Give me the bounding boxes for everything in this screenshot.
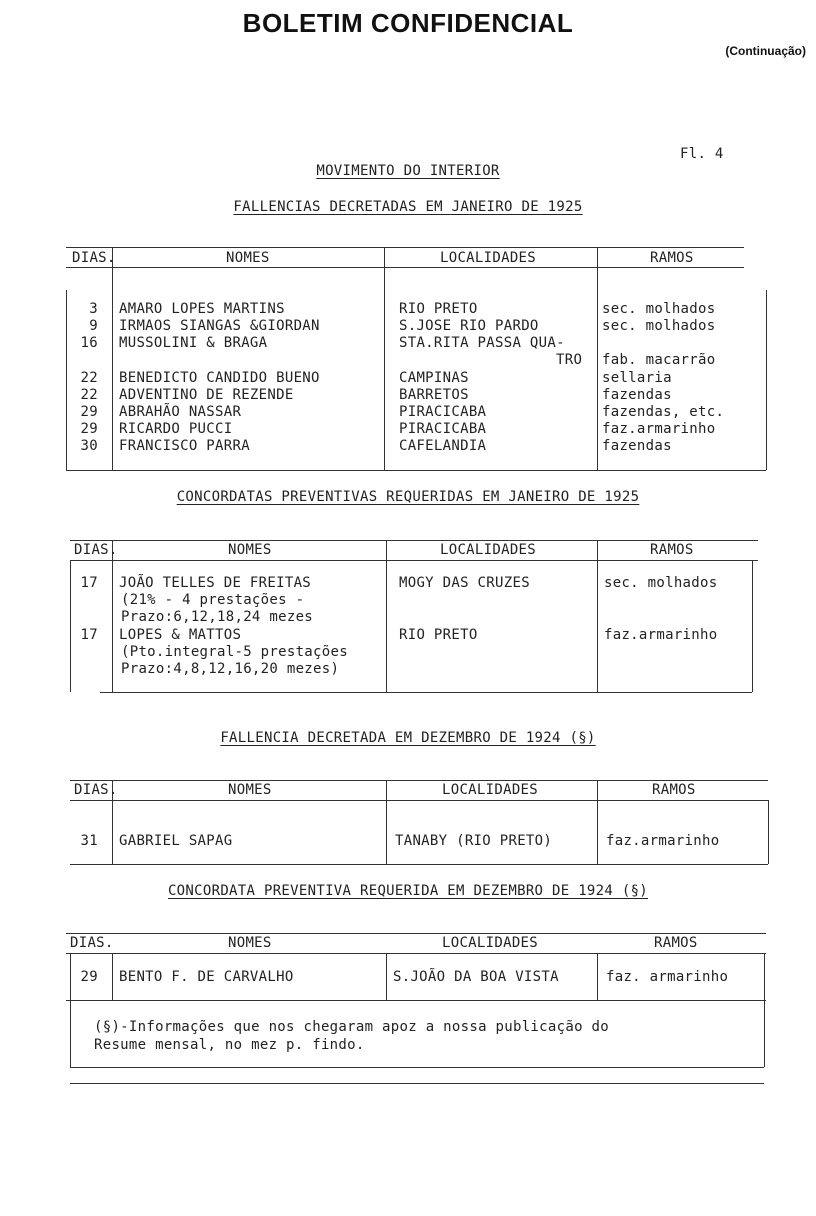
row-nome: JOÃO TELLES DE FREITAS (119, 575, 312, 591)
row-dia: 22 (80, 387, 98, 403)
row-localidade: PIRACICABA (399, 404, 487, 420)
table-2-col-rule (597, 541, 598, 692)
row-nome: ABRAHÃO NASSAR (119, 404, 242, 420)
table-2-right-rule (752, 561, 753, 692)
row-dia: 3 (89, 301, 98, 317)
row-dia: 29 (80, 421, 98, 437)
table-3-top-rule (70, 780, 768, 781)
col-header-nomes: NOMES (228, 935, 272, 951)
table-1-bottom-rule (66, 470, 766, 471)
row-ramo: sec. molhados (604, 575, 718, 591)
row-nome: BENEDICTO CANDIDO BUENO (119, 370, 320, 386)
row-dia: 29 (80, 969, 98, 985)
row-dia: 16 (80, 335, 98, 351)
row-ramo: faz.armarinho (604, 627, 718, 643)
row-nome-detail: Prazo:6,12,18,24 mezes (121, 609, 314, 625)
row-dia: 9 (89, 318, 98, 334)
table-2-col-rule (112, 541, 113, 692)
col-header-localidades: LOCALIDADES (440, 542, 537, 558)
row-localidade: CAMPINAS (399, 370, 469, 386)
table-4-top-rule (66, 933, 766, 934)
row-dia: 17 (80, 627, 98, 643)
row-ramo: sellaria (602, 370, 672, 386)
col-header-nomes: NOMES (226, 250, 270, 266)
row-nome-detail: (Pto.integral-5 prestações (121, 644, 348, 660)
row-dia: 31 (80, 833, 98, 849)
table-2-bottom-rule (100, 692, 752, 693)
table-4-right-rule (764, 954, 765, 1067)
row-localidade: MOGY DAS CRUZES (399, 575, 530, 591)
folio-number: Fl. 4 (680, 146, 724, 162)
table-1-right-rule (766, 290, 767, 470)
table-1-col-rule (384, 248, 385, 470)
table-1-header-rule (66, 267, 744, 268)
row-localidade: BARRETOS (399, 387, 469, 403)
col-header-dias: DIAS. (72, 250, 116, 266)
col-header-dias: DIAS. (70, 935, 114, 951)
col-header-dias: DIAS. (74, 542, 118, 558)
bulletin-title: BOLETIM CONFIDENCIAL (242, 8, 574, 38)
row-nome: MUSSOLINI & BRAGA (119, 335, 268, 351)
table-1-col-rule (597, 248, 598, 470)
table-3-header-rule (70, 800, 768, 801)
row-nome: ADVENTINO DE REZENDE (119, 387, 294, 403)
row-ramo: faz. armarinho (606, 969, 729, 985)
table-4-bottom-rule (70, 1067, 764, 1068)
row-nome: RICARDO PUCCI (119, 421, 233, 437)
col-header-dias: DIAS. (74, 782, 118, 798)
col-header-ramos: RAMOS (654, 935, 698, 951)
row-nome-detail: Prazo:4,8,12,16,20 mezes) (121, 661, 340, 677)
row-ramo: fab. macarrão (602, 352, 716, 368)
row-dia: 29 (80, 404, 98, 420)
row-ramo: fazendas (602, 438, 672, 454)
row-ramo: fazendas, etc. (602, 404, 725, 420)
table-4-col-rule (597, 954, 598, 1000)
col-header-ramos: RAMOS (650, 542, 694, 558)
table-4-title: CONCORDATA PREVENTIVA REQUERIDA EM DEZEMBRO DE 1924 (§) (167, 883, 649, 899)
row-nome: IRMAOS SIANGAS &GIORDAN (119, 318, 320, 334)
table-2-title: CONCORDATAS PREVENTIVAS REQUERIDAS EM JANEIRO DE 1925 (176, 489, 640, 505)
table-4-header-rule (66, 953, 766, 954)
row-localidade: CAFELANDIA (399, 438, 487, 454)
row-localidade: STA.RITA PASSA QUA- (399, 335, 565, 351)
row-localidade: PIRACICABA (399, 421, 487, 437)
row-nome: GABRIEL SAPAG (119, 833, 233, 849)
col-header-localidades: LOCALIDADES (442, 935, 539, 951)
table-3-col-rule (386, 781, 387, 864)
table-4-row-rule (66, 1000, 766, 1001)
row-nome-detail: (21% - 4 prestações - (121, 592, 305, 608)
row-nome: BENTO F. DE CARVALHO (119, 969, 294, 985)
col-header-nomes: NOMES (228, 782, 272, 798)
row-nome: FRANCISCO PARRA (119, 438, 250, 454)
row-ramo: faz.armarinho (602, 421, 716, 437)
row-nome: AMARO LOPES MARTINS (119, 301, 285, 317)
row-localidade: RIO PRETO (399, 301, 478, 317)
table-2-col-rule (386, 541, 387, 692)
row-ramo: sec. molhados (602, 318, 716, 334)
table-4-col-rule (386, 954, 387, 1000)
row-ramo: faz.armarinho (606, 833, 720, 849)
table-3-right-rule (768, 800, 769, 864)
col-header-nomes: NOMES (228, 542, 272, 558)
continuation-label: (Continuação) (725, 44, 806, 58)
table-3-col-rule (597, 781, 598, 864)
col-header-localidades: LOCALIDADES (440, 250, 537, 266)
footnote: (§)-Informações que nos chegaram apoz a nossa publicação do Resume mensal, no mez p. findo. (94, 1019, 609, 1053)
table-1-col-rule (112, 248, 113, 470)
row-localidade: TANABY (RIO PRETO) (395, 833, 553, 849)
col-header-ramos: RAMOS (652, 782, 696, 798)
row-dia: 22 (80, 370, 98, 386)
row-localidade-continued: TRO (556, 352, 583, 368)
row-nome: LOPES & MATTOS (119, 627, 242, 643)
table-3-bottom-rule (70, 864, 768, 865)
table-1-left-rule (66, 290, 67, 470)
row-ramo: sec. molhados (602, 301, 716, 317)
table-1-top-rule (66, 247, 744, 248)
row-dia: 30 (80, 438, 98, 454)
table-1-title: FALLENCIAS DECRETADAS EM JANEIRO DE 1925 (233, 199, 583, 215)
row-ramo: fazendas (602, 387, 672, 403)
table-4-col-rule (112, 954, 113, 1000)
table-4-bottom-double-rule (70, 1083, 764, 1084)
table-2-top-rule (70, 540, 758, 541)
section-title: MOVIMENTO DO INTERIOR (316, 163, 500, 179)
row-localidade: S.JOSE RIO PARDO (399, 318, 539, 334)
col-header-ramos: RAMOS (650, 250, 694, 266)
table-3-title: FALLENCIA DECRETADA EM DEZEMBRO DE 1924 (§) (220, 730, 596, 746)
col-header-localidades: LOCALIDADES (442, 782, 539, 798)
row-dia: 17 (80, 575, 98, 591)
row-localidade: RIO PRETO (399, 627, 478, 643)
row-localidade: S.JOÃO DA BOA VISTA (393, 969, 559, 985)
table-2-header-rule (70, 560, 758, 561)
